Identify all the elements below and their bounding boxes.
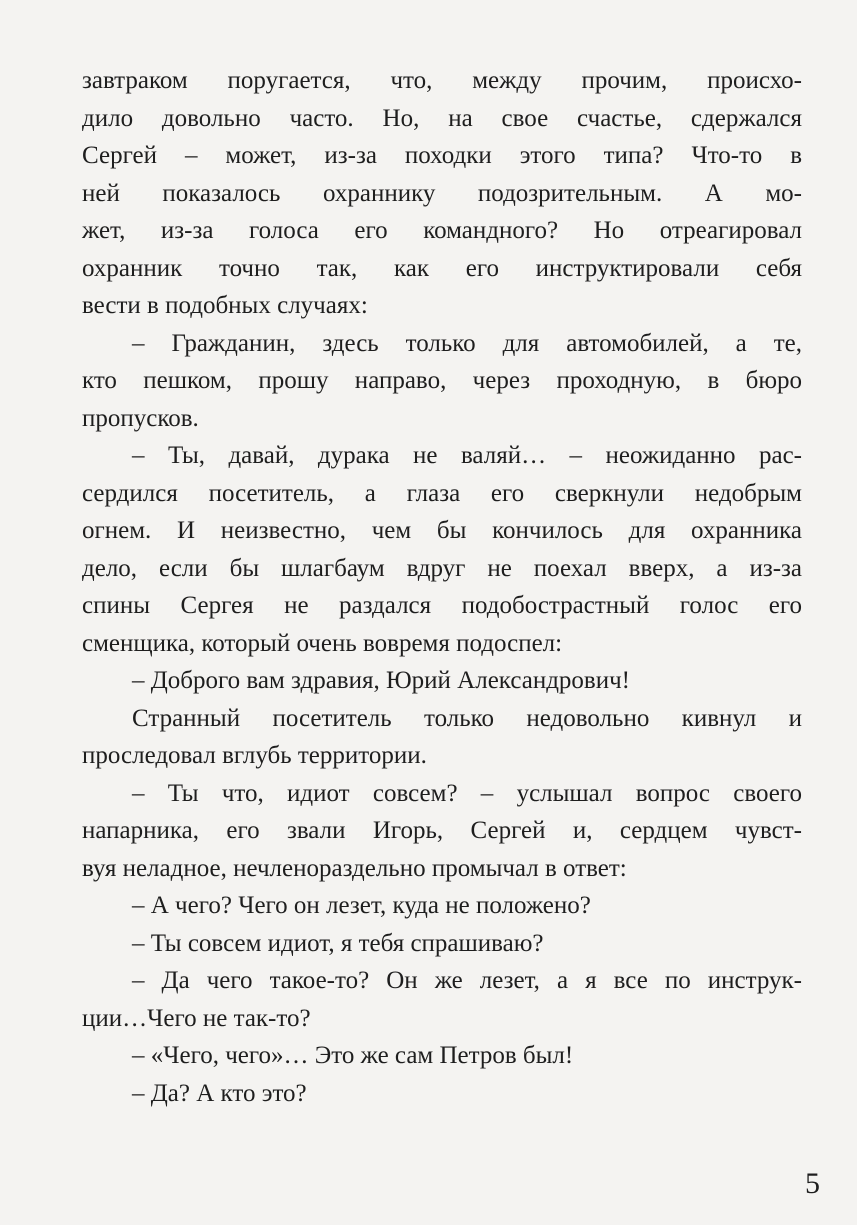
text-line: – Ты совсем идиот, я тебя спрашиваю? [132,929,544,957]
text-line: огнем. И неизвестно, чем бы кончилось для охранника [82,517,802,544]
text-line: – Да? А кто это? [132,1079,307,1107]
text-line: вуя неладное, нечленораздельно промычал в ответ: [82,854,627,882]
text-line: дело, если бы шлагбаум вдруг не поехал вверх, а из-за [82,554,802,582]
text-line: охранник точно так, как его инструктировали себя [82,254,802,282]
text-line: – Гражданин, здесь только для автомобилей, а те, [132,329,802,357]
text-line: пропусков. [82,404,199,432]
text-line: сменщика, который очень вовремя подоспел: [82,629,563,657]
text-line: Сергей – может, из-за походки этого типа? Что-то в [82,142,802,169]
text-line: кто пешком, прошу направо, через проходную, в бюро [82,367,802,394]
text-line: завтраком поругается, что, между прочим, происхо- [82,67,802,94]
text-line: ции…Чего не так-то? [82,1004,311,1032]
text-line: спины Сергея не раздался подобострастный голос его [82,592,802,619]
text-line: – А чего? Чего он лезет, куда не положено? [132,892,591,919]
text-line: сердился посетитель, а глаза его сверкнули недобрым [82,479,802,507]
text-line: вести в подобных случаях: [82,292,368,319]
text-line: дило довольно часто. Но, на свое счастье, сдержался [82,104,802,132]
text-line: – Доброго вам здравия, Юрий Александрович! [132,667,630,694]
text-line: – Да чего такое-то? Он же лезет, а я все по инструк- [132,967,802,994]
text-line: – «Чего, чего»… Это же сам Петров был! [132,1042,574,1069]
text-line: – Ты что, идиот совсем? – услышал вопрос своего [132,779,802,807]
text-line: – Ты, давай, дурака не валяй… – неожиданно рас- [132,442,802,469]
text-line: жет, из-за голоса его командного? Но отреагировал [82,217,802,244]
text-line: напарника, его звали Игорь, Сергей и, сердцем чувст- [82,817,802,844]
text-line: ней показалось охраннику подозрительным. А мо- [82,179,802,207]
text-line: проследовал вглубь территории. [82,742,427,769]
page-text [82,62,802,1112]
text-line: Странный посетитель только недовольно кивнул и [132,704,802,732]
page-number: 5 [805,1167,820,1200]
